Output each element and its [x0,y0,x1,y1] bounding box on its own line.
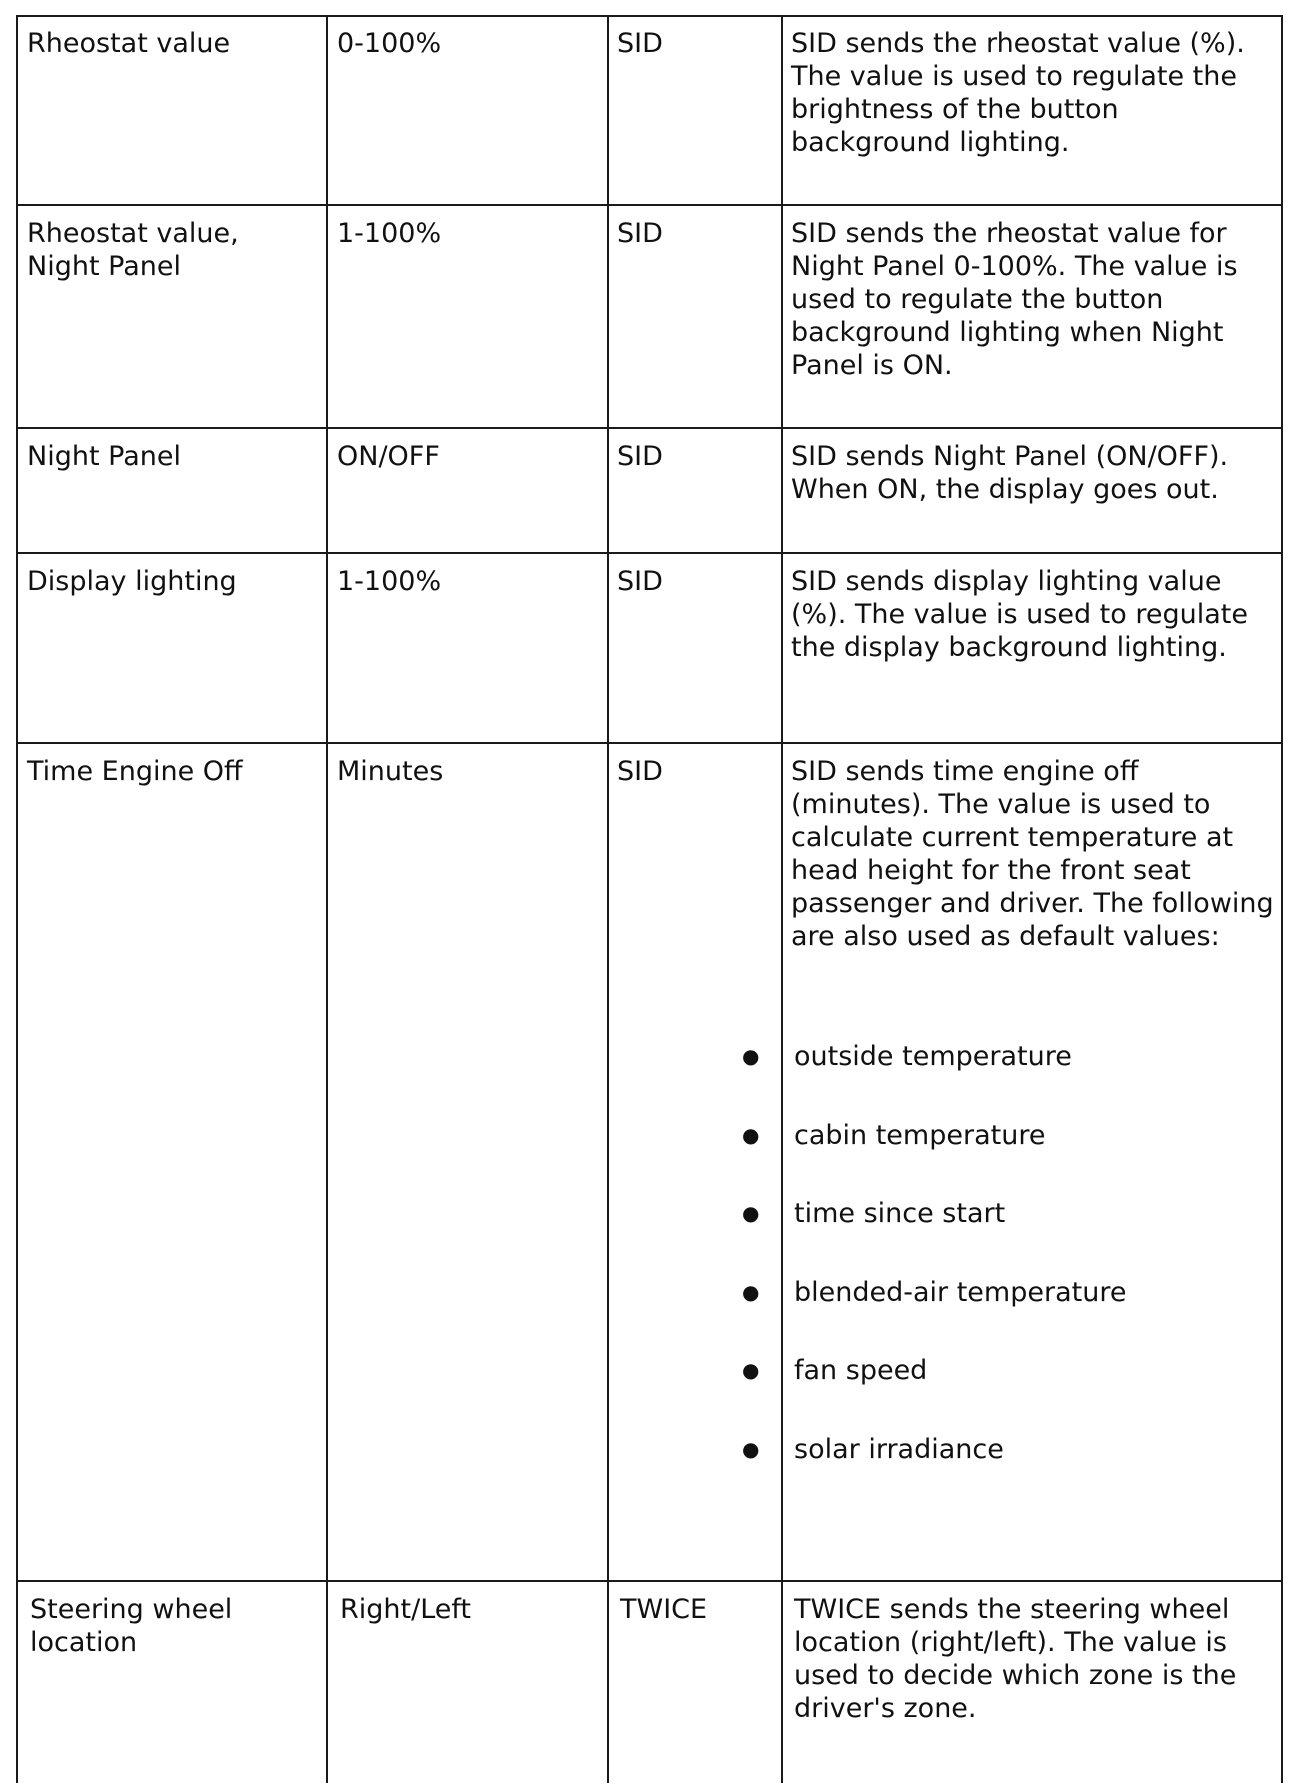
row-divider-4 [16,742,1283,744]
table-row-5-signal: Time Engine Off [27,756,243,787]
row-divider-5 [16,1580,1283,1582]
table-row-2-source: SID [617,218,663,249]
bullet-marker: ● [742,1358,760,1382]
table-row-2-description: SID sends the rheostat value for Night Panel 0-100%. The value is used to regulate the button background lighting when Night Panel is ON. [791,218,1238,381]
bullet-marker: ● [742,1280,760,1304]
bullet-item: fan speed [794,1355,928,1386]
bullet-item: solar irradiance [794,1434,1004,1465]
table-row-1-description: SID sends the rheostat value (%). The value is used to regulate the brightness of the button background lighting. [791,28,1245,158]
table-row-3-range: ON/OFF [337,441,440,472]
column-divider-2 [607,15,609,1783]
row-divider-3 [16,552,1283,554]
table-row-2-signal: Rheostat value, Night Panel [27,218,239,282]
bullet-item: outside temperature [794,1041,1072,1072]
table-row-4-description: SID sends display lighting value (%). The value is used to regulate the display background lighting. [791,566,1248,663]
column-divider-3 [781,15,783,1783]
bullet-marker: ● [742,1437,760,1461]
table-row-2-range: 1-100% [337,218,442,249]
table-row-3-description: SID sends Night Panel (ON/OFF). When ON, the display goes out. [791,441,1229,505]
table-row-4-range: 1-100% [337,566,442,597]
table-row-4-signal: Display lighting [27,566,237,597]
bullet-marker: ● [742,1123,760,1147]
table-row-1-range: 0-100% [337,28,442,59]
table-row-5-range: Minutes [337,756,444,787]
table-row-1-source: SID [617,28,663,59]
table-border-left [16,15,18,1783]
bullet-marker: ● [742,1201,760,1225]
table-row-1-signal: Rheostat value [27,28,231,59]
bullet-marker: ● [742,1044,760,1068]
table-row-4-source: SID [617,566,663,597]
table-row-3-signal: Night Panel [27,441,181,472]
table-row-5-description: SID sends time engine off (minutes). The value is used to calculate current temperature at head height for the front seat passenger and driver. The following are also used as default values: [791,756,1274,952]
bullet-item: time since start [794,1198,1006,1229]
table-border-top [16,15,1283,17]
bullet-item: cabin temperature [794,1120,1046,1151]
column-divider-1 [326,15,328,1783]
table-row-6-source: TWICE [620,1594,708,1625]
table-row-6-signal: Steering wheel location [30,1594,233,1658]
row-divider-2 [16,427,1283,429]
bullet-item: blended-air temperature [794,1277,1127,1308]
table-border-right [1281,15,1283,1783]
row-divider-1 [16,204,1283,206]
table-row-5-source: SID [617,756,663,787]
table-row-3-source: SID [617,441,663,472]
table-row-6-range: Right/Left [340,1594,471,1625]
table-row-6-description: TWICE sends the steering wheel location (right/left). The value is used to decide which zone is the driver's zone. [794,1594,1237,1724]
